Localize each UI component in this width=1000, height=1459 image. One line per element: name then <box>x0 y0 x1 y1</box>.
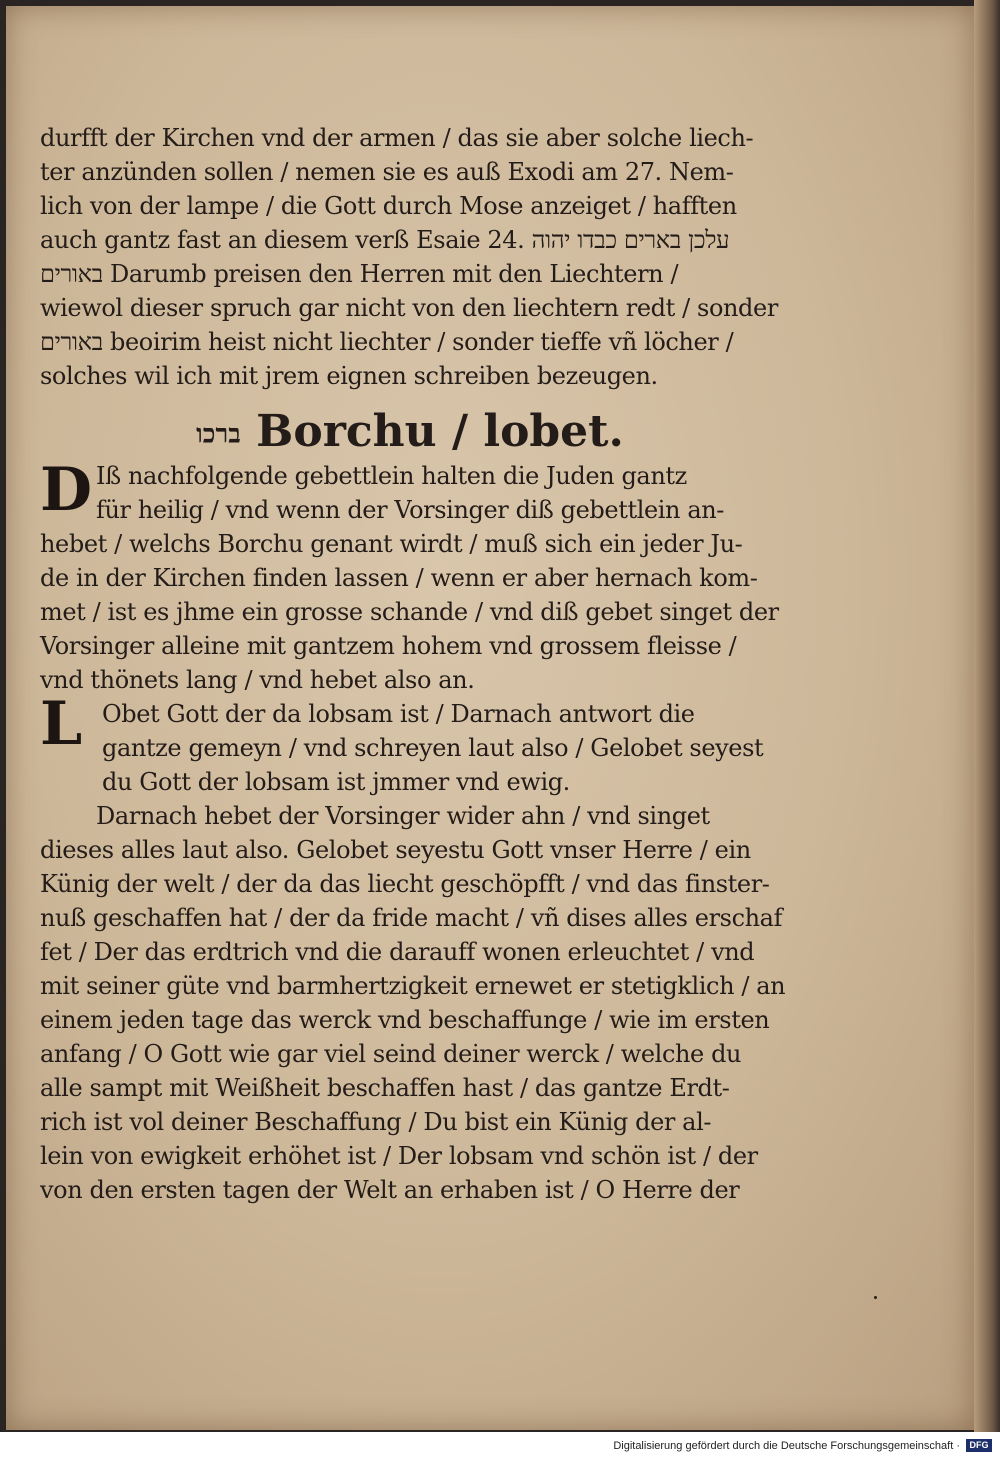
text-line: wiewol dieser spruch gar nicht von den liechtern redt / sonder <box>40 294 778 322</box>
footer-credit: Digitalisierung gefördert durch die Deutsche Forschungsgemeinschaft · <box>613 1440 960 1452</box>
text-line: auch gantz fast an diesem verß Esaie 24. עלכן בארים כבדו יהוה <box>40 226 730 254</box>
text-line: באורים Darumb preisen den Herren mit den Liechtern / <box>40 260 679 288</box>
text-line: hebet / welchs Borchu genant wirdt / muß sich ein jeder Ju- <box>40 530 743 558</box>
text-line: von den ersten tagen der Welt an erhaben ist / O Herre der <box>40 1176 740 1204</box>
text-line: einem jeden tage das werck vnd beschaffunge / wie im ersten <box>40 1006 770 1034</box>
text-line: solches wil ich mit jrem eignen schreiben bezeugen. <box>40 362 658 390</box>
text-line: met / ist es jhme ein grosse schande / vnd diß gebet singet der <box>40 598 779 626</box>
text-line: Vorsinger alleine mit gantzem hohem vnd grossem fleisse / <box>40 632 737 660</box>
text-line: Iß nachfolgende gebettlein halten die Juden gantz <box>96 462 687 490</box>
drop-cap-l: L <box>40 689 83 759</box>
paper-speck <box>874 1296 877 1299</box>
text-line: lich von der lampe / die Gott durch Mose anzeiget / hafften <box>40 192 737 220</box>
text-line: fet / Der das erdtrich vnd die darauff wonen erleuchtet / vnd <box>40 938 755 966</box>
text-line: vnd thönets lang / vnd hebet also an. <box>40 666 475 694</box>
text-line: für heilig / vnd wenn der Vorsinger diß gebettlein an- <box>96 496 725 524</box>
footer-bar <box>0 1432 1000 1459</box>
heading-title: Borchu / lobet. <box>256 406 624 457</box>
text-line: nuß geschaffen hat / der da fride macht / vñ dises alles erschaf <box>40 904 783 932</box>
text-line: du Gott der lobsam ist jmmer vnd ewig. <box>102 768 570 796</box>
text-line: lein von ewigkeit erhöhet ist / Der lobsam vnd schön ist / der <box>40 1142 758 1170</box>
text-line: anfang / O Gott wie gar viel seind deiner werck / welche du <box>40 1040 742 1068</box>
section-heading <box>40 406 780 457</box>
paper-page <box>6 6 974 1430</box>
text-line: gantze gemeyn / vnd schreyen laut also / Gelobet seyest <box>102 734 764 762</box>
text-line: באורים beoirim heist nicht liechter / sonder tieffe vñ löcher / <box>40 328 734 356</box>
page-edge-shadow <box>974 0 1000 1432</box>
text-line: Darnach hebet der Vorsinger wider ahn / vnd singet <box>96 802 710 830</box>
heading-hebrew: ברכו <box>196 419 241 450</box>
dfg-logo-icon: DFG <box>966 1439 992 1452</box>
text-line: durfft der Kirchen vnd der armen / das sie aber solche liech- <box>40 124 754 152</box>
text-line: dieses alles laut also. Gelobet seyestu Gott vnser Herre / ein <box>40 836 751 864</box>
text-line: rich ist vol deiner Beschaffung / Du bist ein Künig der al- <box>40 1108 712 1136</box>
drop-cap-d: D <box>40 455 93 525</box>
text-line: Obet Gott der da lobsam ist / Darnach antwort die <box>102 700 695 728</box>
text-line: mit seiner güte vnd barmhertzigkeit ernewet er stetigklich / an <box>40 972 786 1000</box>
text-line: ter anzünden sollen / nemen sie es auß Exodi am 27. Nem- <box>40 158 734 186</box>
text-line: de in der Kirchen finden lassen / wenn er aber hernach kom- <box>40 564 758 592</box>
text-line: Künig der welt / der da das liecht geschöpfft / vnd das finster- <box>40 870 770 898</box>
text-line: alle sampt mit Weißheit beschaffen hast / das gantze Erdt- <box>40 1074 730 1102</box>
